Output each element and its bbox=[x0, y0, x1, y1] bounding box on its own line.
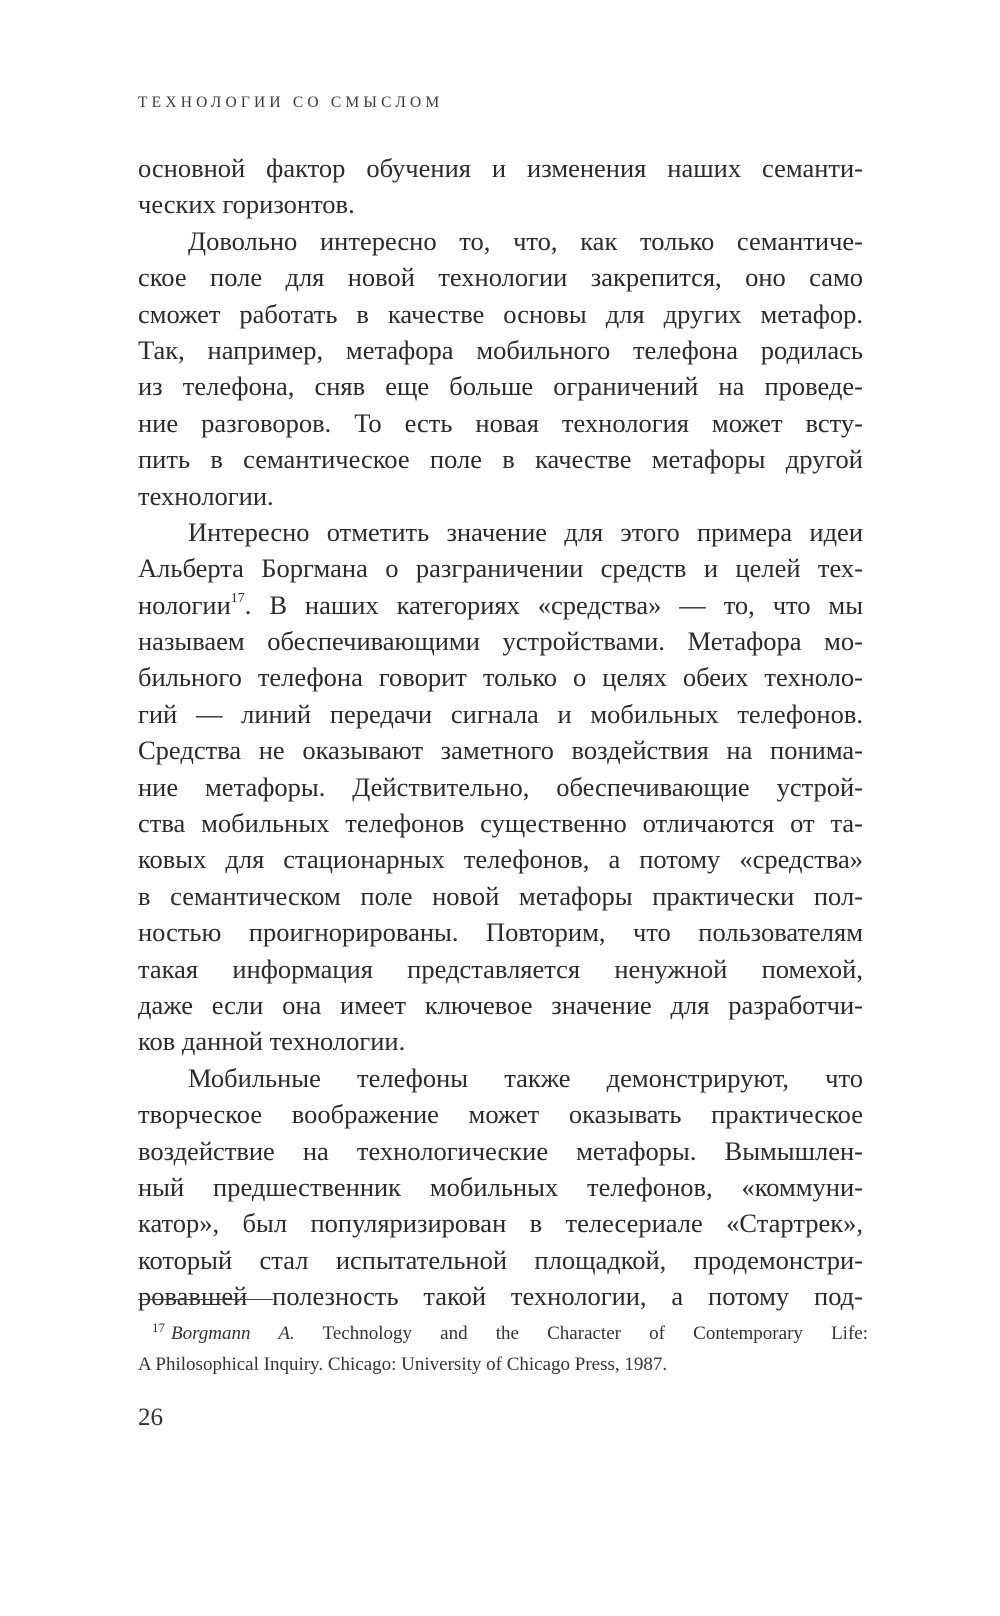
text-line: ковых для стационарных телефонов, а потому «средства» bbox=[138, 844, 863, 875]
text-line: ское поле для новой технологии закрепится, оно само bbox=[138, 262, 863, 293]
text-line: ков данной технологии. bbox=[138, 1026, 406, 1057]
page-number: 26 bbox=[138, 1404, 163, 1431]
body-text bbox=[138, 150, 863, 1315]
text-line: который стал испытательной площадкой, продемонстри- bbox=[138, 1244, 863, 1275]
text-line: Мобильные телефоны также демонстрируют, что bbox=[188, 1062, 863, 1093]
text-line: Альберта Боргмана о разграничении средств и целей тех- bbox=[138, 553, 863, 584]
text-line: называем обеспечивающими устройствами. Метафора мо- bbox=[138, 626, 863, 657]
text-line: пить в семантическое поле в качестве метафоры другой bbox=[138, 444, 863, 475]
text-line: Интересно отметить значение для этого примера идеи bbox=[188, 516, 863, 547]
text-line: ние разговоров. То есть новая технология может всту- bbox=[138, 407, 863, 438]
footnote-author: Borgmann A. bbox=[171, 1323, 295, 1344]
text-fragment: . В наших категориях «средства» — то, что мы bbox=[244, 589, 863, 620]
text-line: ровавшей полезность такой технологии, а потому под- bbox=[138, 1281, 863, 1312]
text-line: бильного телефона говорит только о целях обеих техноло- bbox=[138, 662, 863, 693]
text-line: сможет работать в качестве основы для других метафор. bbox=[138, 298, 863, 329]
text-line: ческих горизонтов. bbox=[138, 189, 355, 220]
text-line: Так, например, метафора мобильного телефона родилась bbox=[138, 334, 863, 365]
text-line: из телефона, сняв еще больше ограничений на проведе- bbox=[138, 371, 863, 402]
text-line: ностью проигнорированы. Повторим, что пользователям bbox=[138, 917, 863, 948]
text-line: ный предшественник мобильных телефонов, «коммуни- bbox=[138, 1171, 863, 1202]
text-line: такая информация представляется ненужной помехой, bbox=[138, 953, 863, 984]
text-line: ние метафоры. Действительно, обеспечивающие устрой- bbox=[138, 771, 863, 802]
text-line bbox=[138, 587, 863, 623]
footnote-title: Technology and the Character of Contemporary Life: bbox=[322, 1323, 868, 1344]
running-head: ТЕХНОЛОГИИ СО СМЫСЛОМ bbox=[138, 94, 444, 111]
text-fragment: нологии bbox=[138, 589, 231, 620]
text-line: Средства не оказывают заметного воздействия на понима- bbox=[138, 735, 863, 766]
text-line: в семантическом поле новой метафоры практически пол- bbox=[138, 880, 863, 911]
footnote-reference[interactable]: 17 bbox=[230, 590, 245, 606]
text-line: ства мобильных телефонов существенно отличаются от та- bbox=[138, 808, 863, 839]
text-line: Довольно интересно то, что, как только семантиче- bbox=[188, 225, 863, 256]
footnote-line: A Philosophical Inquiry. Chicago: University of Chicago Press, 1987. bbox=[138, 1354, 668, 1375]
footnote bbox=[138, 1318, 868, 1380]
text-line: основной фактор обучения и изменения наших семанти- bbox=[138, 153, 863, 183]
text-line: воздействие на технологические метафоры. Вымышлен- bbox=[138, 1135, 863, 1166]
footnote-line bbox=[138, 1318, 868, 1349]
text-line: творческое воображение может оказывать практическое bbox=[138, 1099, 863, 1130]
footnote-divider bbox=[138, 1299, 273, 1300]
text-line: технологии. bbox=[138, 480, 274, 511]
text-line: даже если она имеет ключевое значение для разработчи- bbox=[138, 989, 863, 1020]
text-line: гий — линий передачи сигнала и мобильных телефонов. bbox=[138, 698, 863, 729]
footnote-number: 17 bbox=[152, 1320, 165, 1335]
text-line: катор», был популяризирован в телесериале «Стартрек», bbox=[138, 1208, 863, 1239]
